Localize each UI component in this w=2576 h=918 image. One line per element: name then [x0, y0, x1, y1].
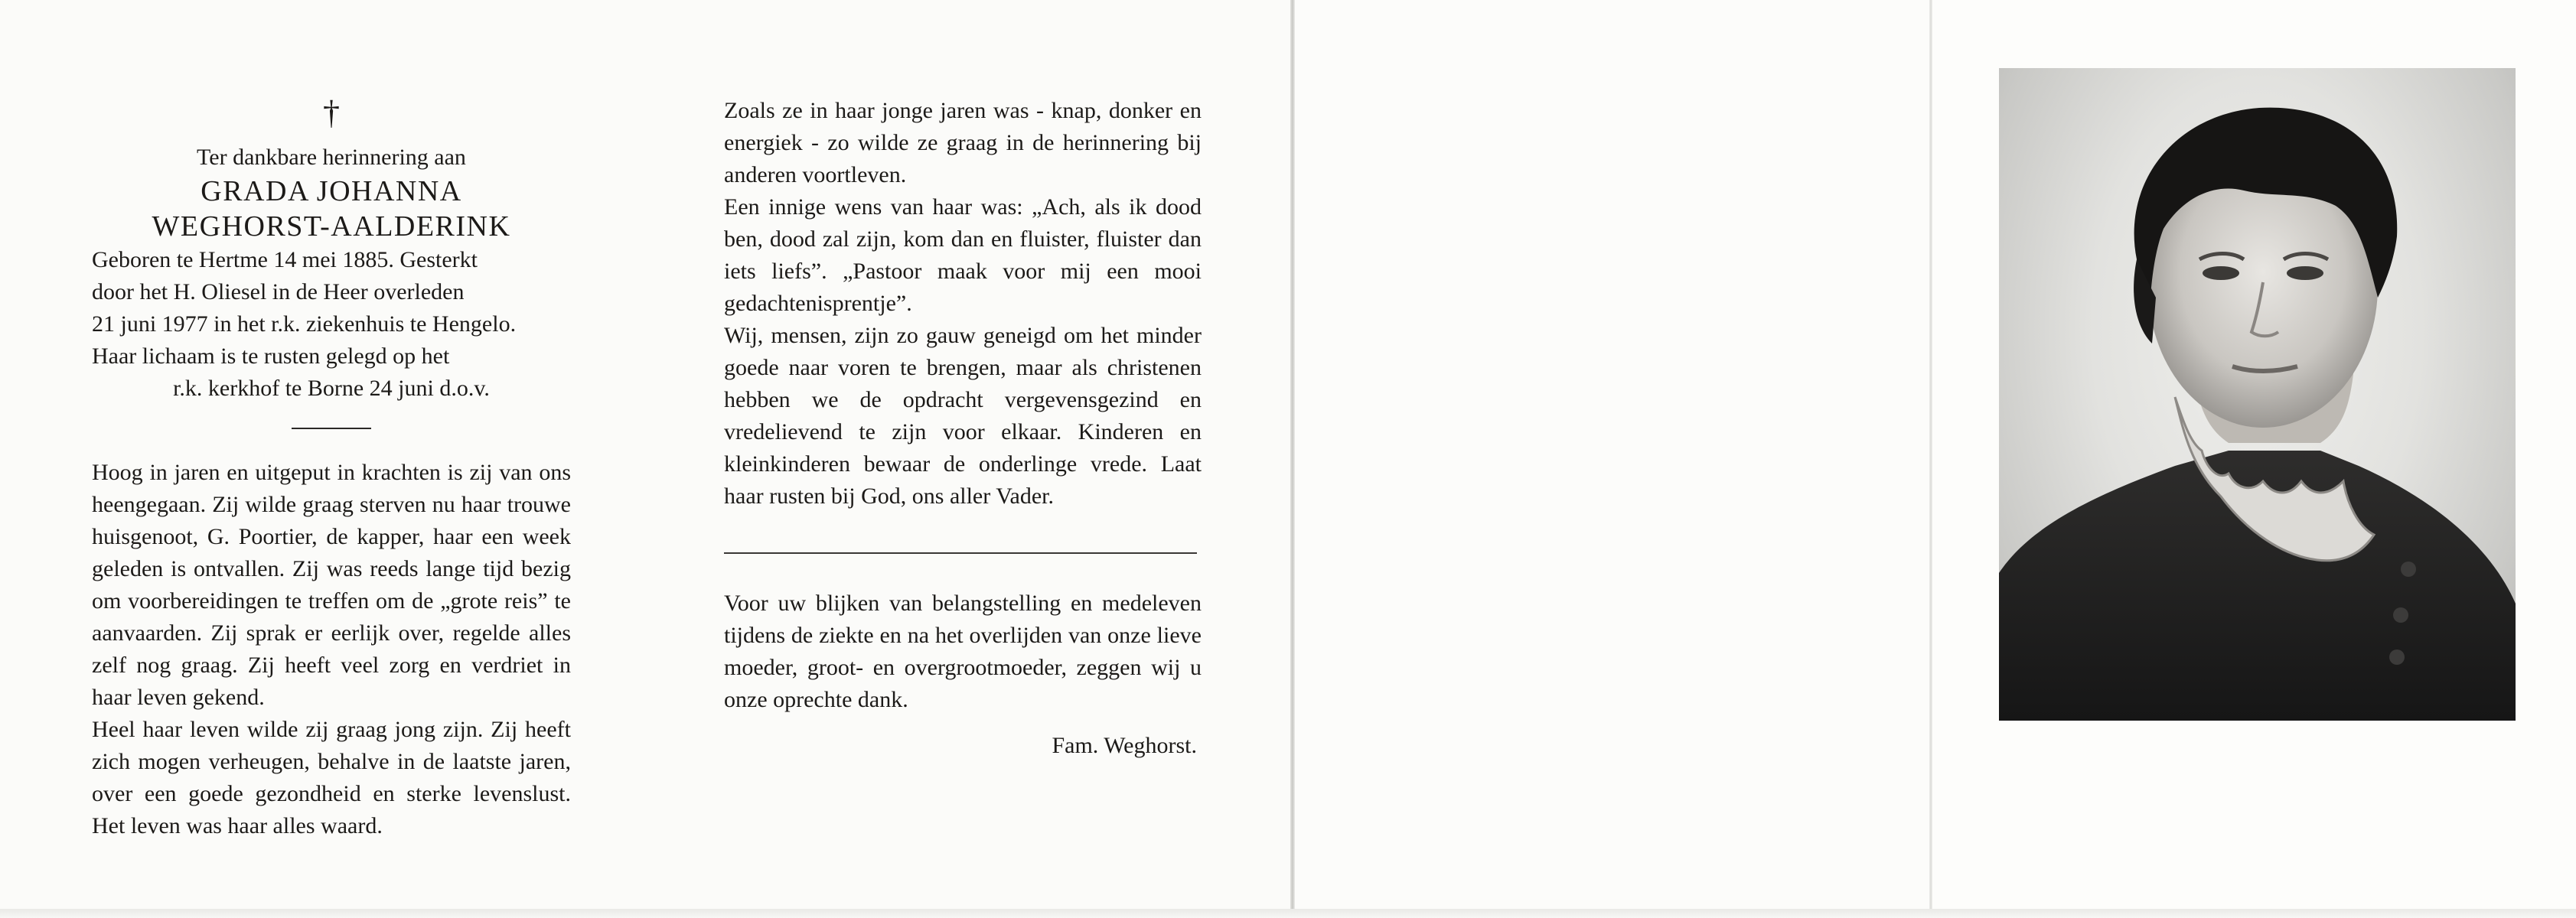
right-text-column: [724, 95, 1202, 762]
deceased-name: GRADA JOHANNA: [201, 175, 462, 207]
detail-line: r.k. kerkhof te Borne 24 juni d.o.v.: [173, 376, 490, 401]
divider: [724, 552, 1197, 554]
cross-icon: †: [323, 94, 340, 132]
divider: [292, 428, 371, 429]
card-edge: [0, 909, 2576, 918]
blank-panel: [1293, 0, 1932, 912]
intro-text: Ter dankbare herinnering aan: [197, 145, 466, 170]
card-fold: [1929, 0, 1932, 912]
portrait-photo: [1999, 68, 2516, 721]
deceased-surname: WEGHORST-AALDERINK: [152, 210, 511, 243]
family-signature: Fam. Weghorst.: [1052, 733, 1197, 758]
detail-line: door het H. Oliesel in de Heer overleden: [92, 279, 465, 304]
detail-line: Geboren te Hertme 14 mei 1885. Gesterkt: [92, 247, 478, 272]
memorial-paragraph: Wij, mensen, zijn zo gauw geneigd om het minder goede naar voren te brengen, maar als christenen hebben we de opdracht vergevensgezind en vredelievend te zijn voor elkaar. Kinderen en kleinkinderen bewaar de onderlinge vrede. Laat haar rusten bij God, ons aller Vader.: [724, 323, 1202, 509]
thanks-paragraph: Voor uw blijken van belangstelling en medeleven tijdens de ziekte en na het overlijden van onze lieve moeder, groot- en overgrootmoeder, zeggen wij u onze oprechte dank.: [724, 591, 1202, 712]
detail-line: 21 juni 1977 in het r.k. ziekenhuis te Hengelo.: [92, 311, 517, 337]
memorial-paragraph: Hoog in jaren en uitgeput in krachten is zij van ons heengegaan. Zij wilde graag sterven nu haar trouwe huisgenoot, G. Poortier, de kapper, haar een week geleden is ontvallen. Zij was reeds lange tijd bezig om voorbereidingen te treffen om de „grote reis” te aanvaarden. Zij sprak er eerlijk over, regelde alles zelf nog graag. Zij heeft veel zorg en verdriet in haar leven gekend.: [92, 460, 571, 710]
card-fold: [1290, 0, 1295, 912]
memorial-paragraph: Een innige wens van haar was: „Ach, als ik dood ben, dood zal zijn, kom dan en fluister, fluister dan iets liefs”. „Pastoor maak voor mij een mooi gedachtenisprentje”.: [724, 194, 1202, 316]
portrait-illustration: [1999, 68, 2516, 721]
birth-death-details: [92, 244, 571, 405]
memorial-paragraph: Heel haar leven wilde zij graag jong zijn. Zij heeft zich mogen verheugen, behalve in de laatste jaren, over een goede gezondheid en sterke levenslust. Het leven was haar alles waard.: [92, 717, 571, 838]
left-text-column: [92, 96, 571, 842]
memorial-paragraph: Zoals ze in haar jonge jaren was - knap, donker en energiek - zo wilde ze graag in de herinnering bij anderen voortleven.: [724, 98, 1202, 187]
detail-line: Haar lichaam is te rusten gelegd op het: [92, 343, 450, 369]
